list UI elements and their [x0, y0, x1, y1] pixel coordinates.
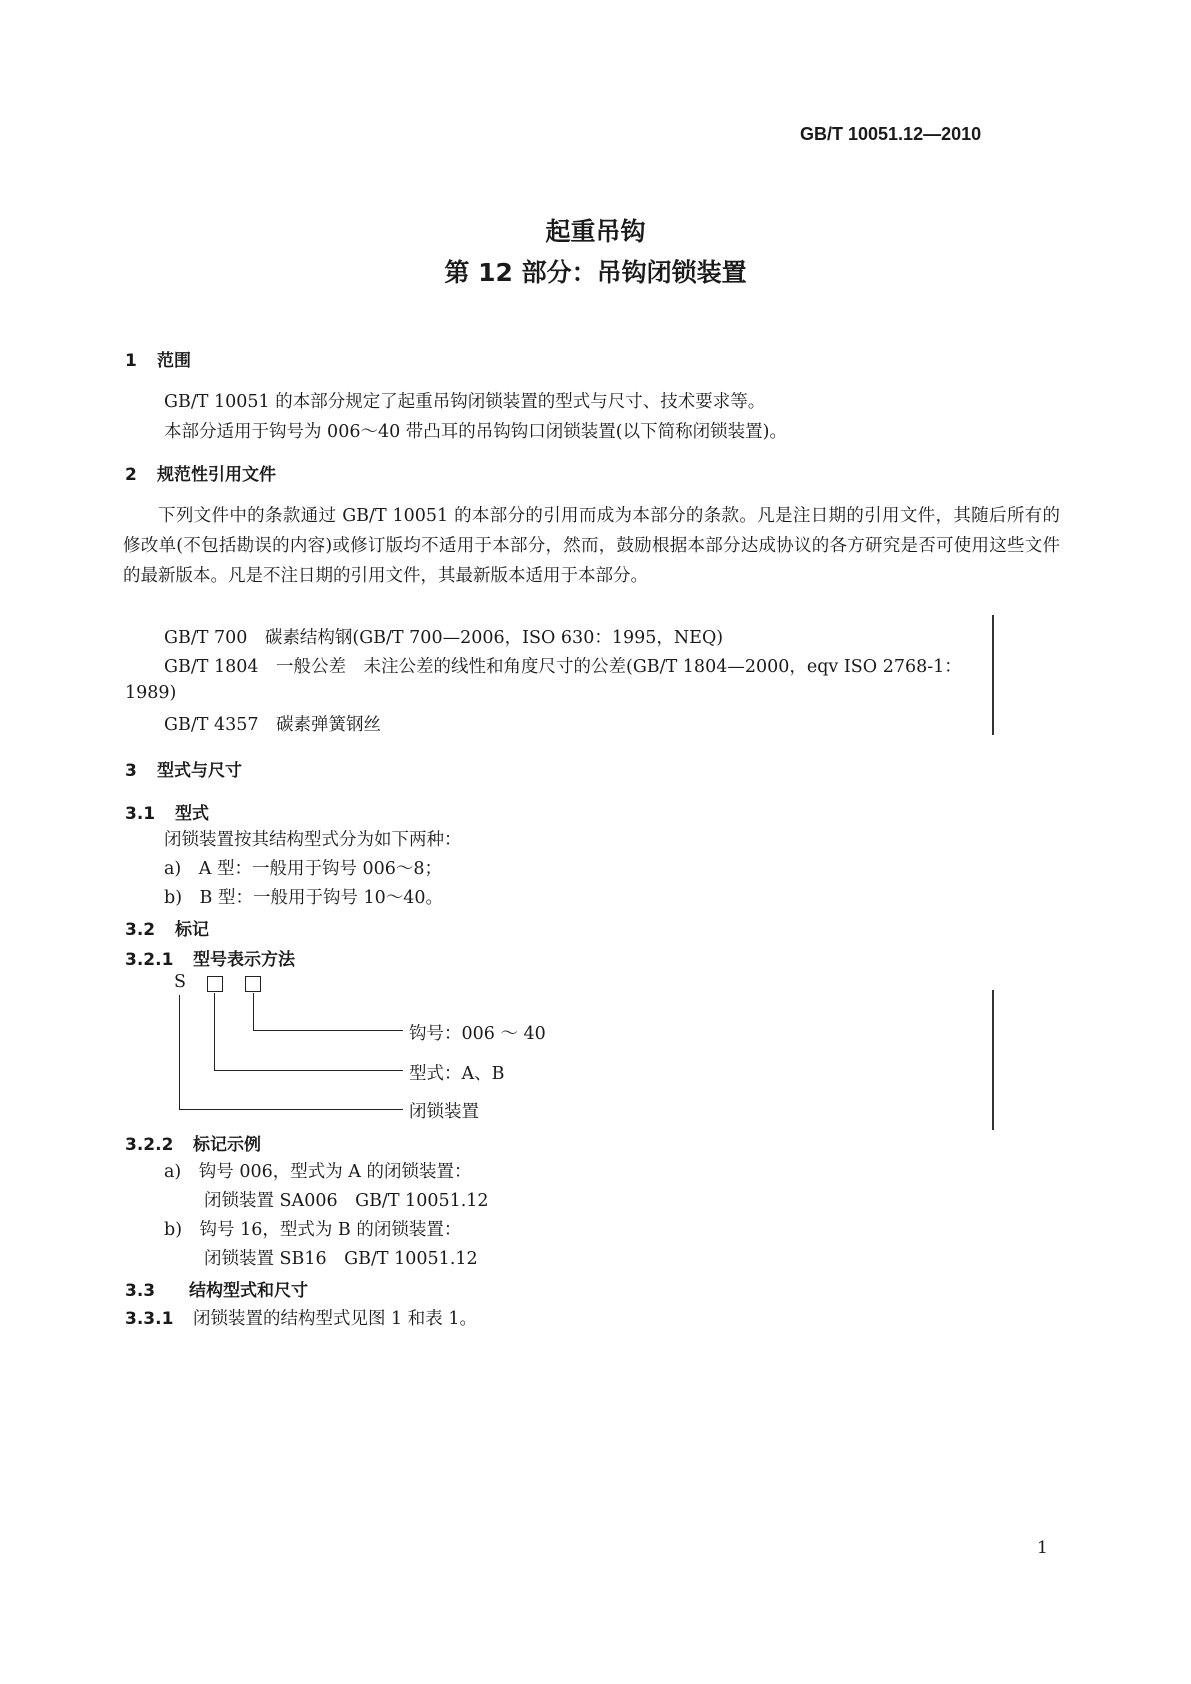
label-hook-number: 钩号：006 ～ 40 — [409, 1024, 546, 1044]
section-number: 3.2.1 — [125, 950, 174, 970]
title-sub: 第 12 部分：吊钩闭锁装置 — [444, 258, 747, 287]
reference-item: GB/T 700 碳素结构钢(GB/T 700—2006，ISO 630：1995，NEQ) — [164, 628, 724, 648]
section-3-2-2-heading — [125, 1130, 261, 1155]
page-number: 1 — [1037, 1538, 1048, 1558]
example-designation: 闭锁装置 SB16 GB/T 10051.12 — [204, 1249, 478, 1269]
label-device: 闭锁装置 — [409, 1102, 479, 1122]
paragraph: GB/T 10051 的本部分规定了起重吊钩闭锁装置的型式与尺寸、技术要求等。 — [164, 392, 766, 412]
section-number: 3.2.2 — [125, 1135, 174, 1155]
change-bar — [992, 990, 994, 1130]
section-number: 2 — [125, 465, 137, 485]
example-designation: 闭锁装置 SA006 GB/T 10051.12 — [204, 1191, 489, 1211]
leader-line-device-horizontal — [179, 1109, 403, 1110]
leader-line-type-vertical — [214, 993, 215, 1071]
reference-item-continuation: 1989) — [125, 683, 177, 703]
title-main: 起重吊钩 — [545, 217, 646, 246]
reference-item: GB/T 1804 一般公差 未注公差的线性和角度尺寸的公差(GB/T 1804—2000，eqv ISO 2768-1： — [164, 657, 962, 677]
list-item: a) A 型：一般用于钩号 006～8； — [164, 859, 443, 879]
section-number: 3.2 — [125, 920, 156, 940]
section-title: 结构型式和尺寸 — [189, 1281, 308, 1301]
change-bar — [992, 615, 994, 735]
placeholder-box-type — [207, 976, 223, 992]
leader-line-device-vertical — [179, 995, 180, 1110]
placeholder-box-hook — [245, 976, 261, 992]
section-3-2-1-heading — [125, 945, 295, 970]
section-title: 范围 — [157, 351, 191, 371]
section-number: 3.3 — [125, 1281, 156, 1301]
section-title: 型号表示方法 — [193, 950, 295, 970]
paragraph: 闭锁装置的结构型式见图 1 和表 1。 — [193, 1309, 477, 1329]
leader-line-hook-vertical — [253, 993, 254, 1031]
leader-line-hook-horizontal — [253, 1030, 403, 1031]
paragraph: 本部分适用于钩号为 006～40 带凸耳的吊钩钩口闭锁装置(以下简称闭锁装置)。 — [164, 422, 787, 442]
section-1-heading — [125, 346, 191, 371]
section-3-3-heading — [125, 1276, 308, 1301]
list-item: b) B 型：一般用于钩号 10～40。 — [164, 888, 444, 908]
section-title: 型式 — [175, 804, 209, 824]
section-number: 3.3.1 — [125, 1309, 174, 1329]
section-2-heading — [125, 460, 276, 485]
designation-letter: S — [174, 972, 186, 992]
label-type: 型式：A、B — [409, 1064, 505, 1084]
standard-number: GB/T 10051.12—2010 — [800, 124, 982, 144]
leader-line-type-horizontal — [214, 1070, 403, 1071]
reference-item: GB/T 4357 碳素弹簧钢丝 — [164, 715, 382, 735]
section-number: 3 — [125, 761, 137, 781]
clause-3-3-1 — [125, 1305, 477, 1330]
list-item: b) 钩号 16，型式为 B 的闭锁装置： — [164, 1220, 462, 1240]
section-title: 标记 — [175, 920, 209, 940]
paragraph: 闭锁装置按其结构型式分为如下两种： — [164, 830, 462, 850]
section-3-heading — [125, 756, 242, 781]
section-3-2-heading — [125, 915, 209, 940]
section-3-1-heading — [125, 799, 209, 824]
section-number: 3.1 — [125, 804, 156, 824]
section-title: 型式与尺寸 — [157, 761, 242, 781]
section-title: 规范性引用文件 — [157, 465, 276, 485]
section-number: 1 — [125, 351, 137, 371]
section-title: 标记示例 — [193, 1135, 261, 1155]
paragraph: 下列文件中的条款通过 GB/T 10051 的本部分的引用而成为本部分的条款。凡是注日期的引用文件，其随后所有的修改单(不包括勘误的内容)或修订版均不适用于本部分，然而，鼓励根据本部分达成协议的各方研究是否可使用这些文件的最新版本。凡是不注日期的引用文件，其最新版本适用于本部分。 — [123, 506, 1060, 586]
list-item: a) 钩号 006，型式为 A 的闭锁装置： — [164, 1162, 472, 1182]
